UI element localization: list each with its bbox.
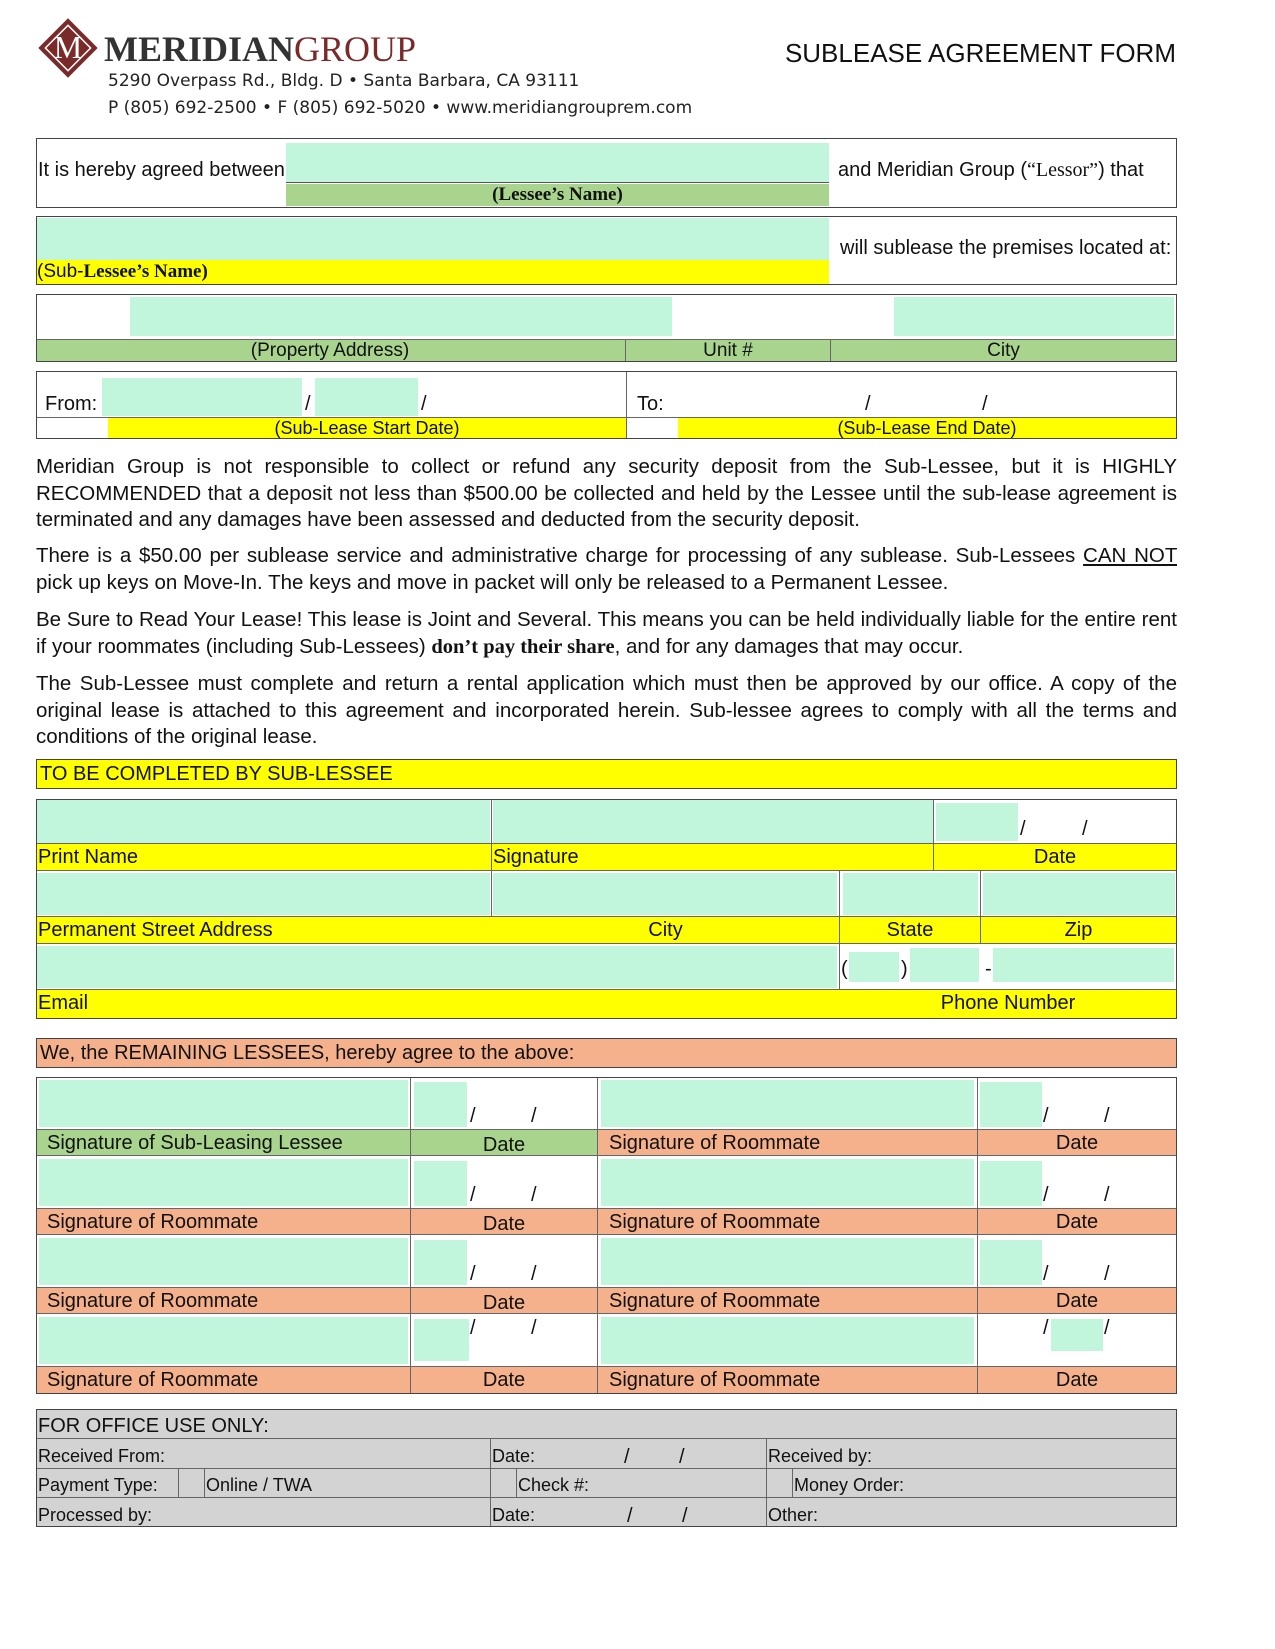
joint-text-a: Be Sure to Read Your Lease! This lease is Joint and Several. This means you can be held individually liable for the entire rent if your roommates (including Sub-Lessees) [36, 608, 1177, 658]
print-name-label: Print Name [38, 846, 139, 868]
company-name-bold: MERIDIAN [104, 29, 295, 69]
roommate-signature-field[interactable] [601, 1317, 974, 1364]
date-separator: / [305, 393, 311, 415]
date-separator: / [470, 1184, 476, 1206]
sublessee-section-title [36, 759, 1177, 789]
date-separator: / [531, 1184, 537, 1206]
email-label: Email [38, 992, 89, 1014]
date-separator: / [470, 1263, 476, 1285]
office-date-label: Date: [492, 1446, 536, 1466]
date-month-field[interactable] [414, 1161, 467, 1206]
street-address-field[interactable] [37, 873, 490, 915]
roommate-signature-field[interactable] [601, 1080, 974, 1127]
date-label: Date [1055, 1132, 1099, 1154]
office-date-label: Date: [492, 1505, 536, 1525]
zip-label: Zip [1064, 919, 1093, 941]
joint-several-paragraph [36, 607, 1177, 660]
logo-letter: M [53, 29, 83, 65]
unit-caption: Unit # [703, 340, 753, 361]
charge-text-b: pick up keys on Move-In. The keys and move in packet will only be released to a Permanent Lessee. [36, 570, 949, 594]
roommate-sig-label: Signature of Roommate [47, 1369, 259, 1391]
roommate-sig-label: Signature of Roommate [47, 1211, 259, 1233]
remaining-section-title-text: We, the REMAINING LESSEES, hereby agree to the above: [40, 1042, 575, 1064]
agreement-intro: It is hereby agreed between [38, 159, 285, 181]
online-twa-option[interactable]: Online / TWA [206, 1475, 313, 1495]
date-separator: / [682, 1505, 688, 1527]
company-address: 5290 Overpass Rd., Bldg. D • Santa Barbara, CA 93111 [108, 71, 580, 91]
lessor-text-q: “Lessor” [1026, 159, 1099, 181]
received-from-label: Received From: [38, 1446, 166, 1466]
date-separator: / [865, 393, 871, 415]
divider [980, 871, 981, 944]
divider [597, 1366, 598, 1393]
date-separator: / [679, 1446, 685, 1468]
premises-text: will sublease the premises located at: [840, 237, 1172, 259]
date-separator: / [1104, 1105, 1110, 1127]
date-label: Date [482, 1213, 526, 1235]
sublessee-caption-a: (Sub- [37, 261, 84, 282]
date-separator: / [531, 1105, 537, 1127]
property-address-field[interactable] [130, 297, 672, 336]
date-separator: / [627, 1505, 633, 1527]
city-field[interactable] [894, 297, 1174, 336]
date-month-field[interactable] [414, 1240, 467, 1285]
joint-text-c: , and for any damages that may occur. [614, 634, 964, 658]
area-code-field[interactable] [849, 952, 899, 982]
phone-line-field[interactable] [993, 948, 1174, 982]
divider [490, 1438, 491, 1526]
date-separator: / [470, 1317, 476, 1339]
date-month-field[interactable] [414, 1319, 469, 1361]
roommate-signature-field[interactable] [601, 1159, 974, 1206]
divider [597, 1287, 598, 1314]
lessor-text-b: ) that [1098, 159, 1144, 181]
date-separator: / [1020, 818, 1026, 840]
date-day-field[interactable] [1051, 1319, 1103, 1351]
phone-prefix-field[interactable] [910, 948, 979, 982]
sublessee-section-title-text: TO BE COMPLETED BY SUB-LESSEE [40, 763, 393, 785]
processed-by-label: Processed by: [38, 1505, 153, 1525]
charge-text-a: There is a $50.00 per sublease service and administrative charge for processing of any sublease. Sub-Lessees [36, 544, 1084, 567]
date-label: Date [1055, 1211, 1099, 1233]
phone-label: Phone Number [940, 992, 1076, 1014]
divider [766, 1438, 767, 1526]
remaining-section-title [36, 1038, 1177, 1068]
date-month-field[interactable] [414, 1082, 467, 1127]
charge-text-underline: CAN NOT [1083, 544, 1177, 567]
company-name-light: GROUP [294, 29, 417, 69]
from-label: From: [45, 393, 98, 415]
date-label: Date [482, 1292, 526, 1314]
date-label: Date [482, 1134, 526, 1156]
payment-type-label: Payment Type: [38, 1475, 158, 1495]
date-month-field[interactable] [936, 803, 1018, 841]
sublessee-name-caption [37, 260, 829, 284]
check-number-label: Check #: [518, 1475, 590, 1495]
company-contact: P (805) 692-2500 • F (805) 692-5020 • www.meridiangrouprem.com [108, 98, 693, 118]
form-title: SUBLEASE AGREEMENT FORM [784, 38, 1176, 68]
date-separator: / [1104, 1317, 1110, 1339]
date-separator: / [1104, 1263, 1110, 1285]
divider [491, 800, 492, 916]
joint-text-bold: don’t pay their share [431, 635, 615, 658]
city-input-field[interactable] [493, 873, 837, 915]
sublessee-caption-b: Lessee’s Name) [83, 261, 208, 282]
date-month-field[interactable] [980, 1161, 1042, 1206]
divider [933, 800, 934, 871]
lessee-name-field[interactable] [286, 143, 829, 183]
date-separator: / [531, 1263, 537, 1285]
roommate-sig-label: Signature of Roommate [609, 1132, 821, 1154]
date-separator: / [1043, 1184, 1049, 1206]
date-separator: / [624, 1446, 630, 1468]
divider [792, 1468, 793, 1497]
date-separator: / [1082, 818, 1088, 840]
phone-paren-open: ( [841, 958, 848, 980]
sub-leasing-sig-label: Signature of Sub-Leasing Lessee [47, 1132, 343, 1154]
zip-field[interactable] [983, 873, 1175, 915]
roommate-signature-field[interactable] [39, 1238, 408, 1285]
start-month-field[interactable] [102, 378, 302, 416]
date-label: Date [1055, 1369, 1099, 1391]
roommate-sig-label: Signature of Roommate [609, 1211, 821, 1233]
print-name-field[interactable] [37, 800, 490, 843]
divider [516, 1468, 517, 1497]
office-title: FOR OFFICE USE ONLY: [38, 1415, 269, 1437]
state-field[interactable] [843, 873, 978, 915]
other-label: Other: [768, 1505, 819, 1525]
received-by-label: Received by: [768, 1446, 873, 1466]
lessor-text-a: and Meridian Group ( [838, 159, 1027, 181]
divider [626, 372, 627, 438]
date-separator: / [1043, 1317, 1049, 1339]
property-caption: (Property Address) [250, 340, 410, 361]
application-paragraph: The Sub-Lessee must complete and return a rental application which must then be approved by our office. A copy of the original lease is attached to this agreement and incorporated herein. Sub-lessee agrees to comply with all the terms and conditions of the original lease. [36, 672, 1177, 748]
roommate-signature-field[interactable] [601, 1238, 974, 1285]
divider [410, 1078, 411, 1393]
divider [178, 1468, 179, 1497]
sub-leasing-signature-field[interactable] [39, 1080, 408, 1127]
roommate-sig-label: Signature of Roommate [609, 1369, 821, 1391]
date-separator: / [1043, 1263, 1049, 1285]
divider [597, 1078, 598, 1393]
date-separator: / [1104, 1184, 1110, 1206]
end-date-caption: (Sub-Lease End Date) [678, 418, 1176, 438]
city-label: City [648, 919, 683, 941]
email-field[interactable] [37, 946, 837, 988]
roommate-signature-field[interactable] [39, 1159, 408, 1206]
date-month-field[interactable] [980, 1082, 1042, 1127]
date-label: Date [1033, 846, 1077, 868]
sublessee-name-field[interactable] [37, 218, 829, 260]
deposit-paragraph: Meridian Group is not responsible to collect or refund any security deposit from the Sub-Lessee, but it is HIGHLY RECOMMENDED that a deposit not less than $500.00 be collected and held by the Lessee until the sub-lease agreement is terminated and any damages have been assessed and deducted from the security deposit. [36, 455, 1177, 531]
charge-paragraph [36, 543, 1177, 596]
company-name [104, 28, 416, 70]
divider [977, 1078, 978, 1393]
divider [37, 1468, 1176, 1469]
to-label: To: [637, 393, 664, 415]
phone-dash: - [985, 958, 992, 980]
roommate-sig-label: Signature of Roommate [47, 1290, 259, 1312]
lessee-name-caption: (Lessee’s Name) [286, 184, 829, 206]
street-label: Permanent Street Address [38, 919, 273, 941]
divider [37, 1497, 1176, 1498]
start-day-field[interactable] [315, 378, 418, 416]
date-separator: / [1043, 1105, 1049, 1127]
state-label: State [886, 919, 934, 941]
roommate-sig-label: Signature of Roommate [609, 1290, 821, 1312]
date-month-field[interactable] [980, 1240, 1042, 1285]
divider [597, 1208, 598, 1235]
date-label: Date [1055, 1290, 1099, 1312]
roommate-signature-field[interactable] [39, 1317, 408, 1364]
divider [204, 1468, 205, 1497]
money-order-label: Money Order: [794, 1475, 905, 1495]
lessor-text [838, 160, 1144, 180]
date-label: Date [482, 1369, 526, 1391]
phone-paren-close: ) [901, 958, 908, 980]
start-date-caption: (Sub-Lease Start Date) [108, 418, 626, 438]
logo-mark [38, 18, 98, 78]
date-separator: / [470, 1105, 476, 1127]
date-separator: / [982, 393, 988, 415]
signature-label: Signature [493, 846, 579, 868]
divider [37, 1438, 1176, 1439]
city-caption: City [987, 340, 1020, 361]
signature-field[interactable] [493, 800, 933, 843]
date-separator: / [531, 1317, 537, 1339]
date-separator: / [421, 393, 427, 415]
